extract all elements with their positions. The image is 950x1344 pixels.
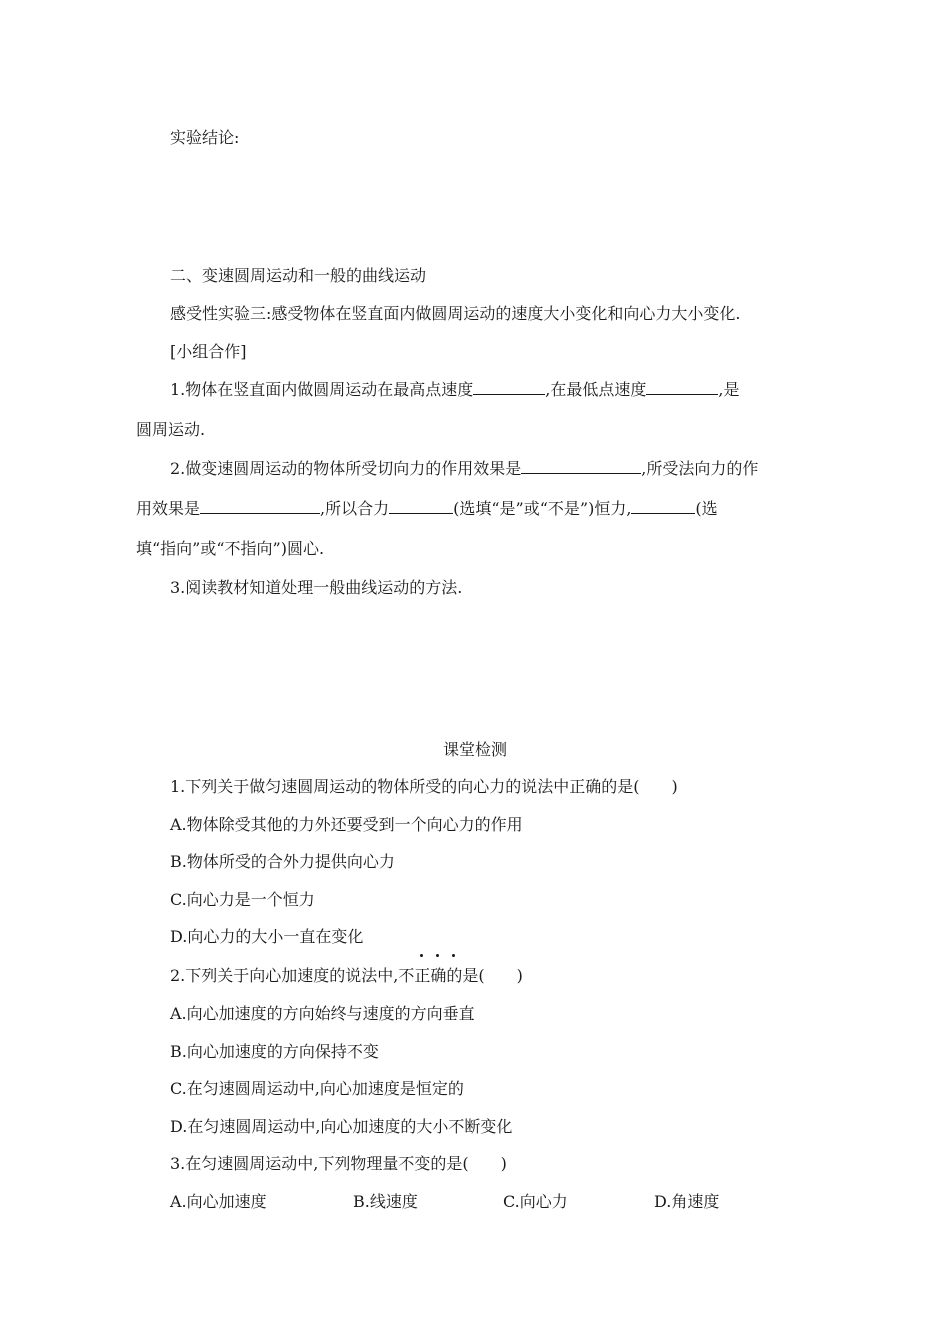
question-2-line-2: [136, 498, 718, 519]
test-q1-stem: 1.下列关于做匀速圆周运动的物体所受的向心力的说法中正确的是( ): [170, 777, 678, 796]
answer-blank[interactable]: [521, 458, 641, 474]
question-2-text-d: ,所以合力: [320, 499, 390, 518]
test-q1-option-a[interactable]: A.物体除受其他的力外还要受到一个向心力的作用: [170, 815, 523, 834]
question-1-text-b: ,在最低点速度: [545, 380, 647, 399]
experiment-three: 感受性实验三:感受物体在竖直面内做圆周运动的速度大小变化和向心力大小变化.: [170, 304, 741, 323]
test-q3-option-b[interactable]: B.线速度: [353, 1192, 418, 1211]
test-q3-option-c[interactable]: C.向心力: [503, 1192, 568, 1211]
answer-blank[interactable]: [631, 498, 695, 514]
test-q3-option-d[interactable]: D.角速度: [654, 1192, 720, 1211]
question-1-text-c: ,是: [718, 380, 740, 399]
question-2-line-1: [170, 458, 758, 479]
test-q3-option-a[interactable]: A.向心加速度: [170, 1192, 267, 1211]
classroom-test-title: 课堂检测: [443, 740, 508, 759]
test-q3-stem: 3.在匀速圆周运动中,下列物理量不变的是( ): [170, 1154, 507, 1173]
answer-blank[interactable]: [389, 498, 453, 514]
test-q1-option-b[interactable]: B.物体所受的合外力提供向心力: [170, 852, 395, 871]
test-q2-stem: 2.下列关于向心加速度的说法中,不正确的是( ): [170, 966, 523, 985]
test-q1-option-d[interactable]: D.向心力的大小一直在变化: [170, 927, 364, 946]
test-q2-option-a[interactable]: A.向心加速度的方向始终与速度的方向垂直: [170, 1004, 475, 1023]
group-work-label: [小组合作]: [170, 342, 247, 361]
answer-blank[interactable]: [473, 379, 545, 395]
answer-blank[interactable]: [200, 498, 320, 514]
question-1-line-1: [170, 379, 739, 400]
test-q2-option-c[interactable]: C.在匀速圆周运动中,向心加速度是恒定的: [170, 1079, 464, 1098]
question-2-text-a: 2.做变速圆周运动的物体所受切向力的作用效果是: [170, 459, 522, 478]
test-q1-option-c[interactable]: C.向心力是一个恒力: [170, 890, 315, 909]
answer-blank[interactable]: [646, 379, 718, 395]
question-2-text-c: 用效果是: [136, 499, 201, 518]
question-3: 3.阅读教材知道处理一般曲线运动的方法.: [170, 578, 463, 597]
question-1-line-2: 圆周运动.: [136, 420, 206, 439]
question-2-text-f: (选: [695, 499, 718, 518]
question-2-text-b: ,所受法向力的作: [641, 459, 759, 478]
test-q2-option-d[interactable]: D.在匀速圆周运动中,向心加速度的大小不断变化: [170, 1117, 513, 1136]
question-1-text-a: 1.物体在竖直面内做圆周运动在最高点速度: [170, 380, 474, 399]
emphasis-dots: [420, 954, 460, 960]
test-q2-option-b[interactable]: B.向心加速度的方向保持不变: [170, 1042, 379, 1061]
section-two-title: 二、变速圆周运动和一般的曲线运动: [170, 266, 427, 285]
question-2-text-e: (选填“是”或“不是”)恒力,: [453, 499, 632, 518]
question-2-line-3: 填“指向”或“不指向”)圆心.: [136, 539, 325, 558]
experiment-conclusion: 实验结论:: [170, 128, 240, 147]
